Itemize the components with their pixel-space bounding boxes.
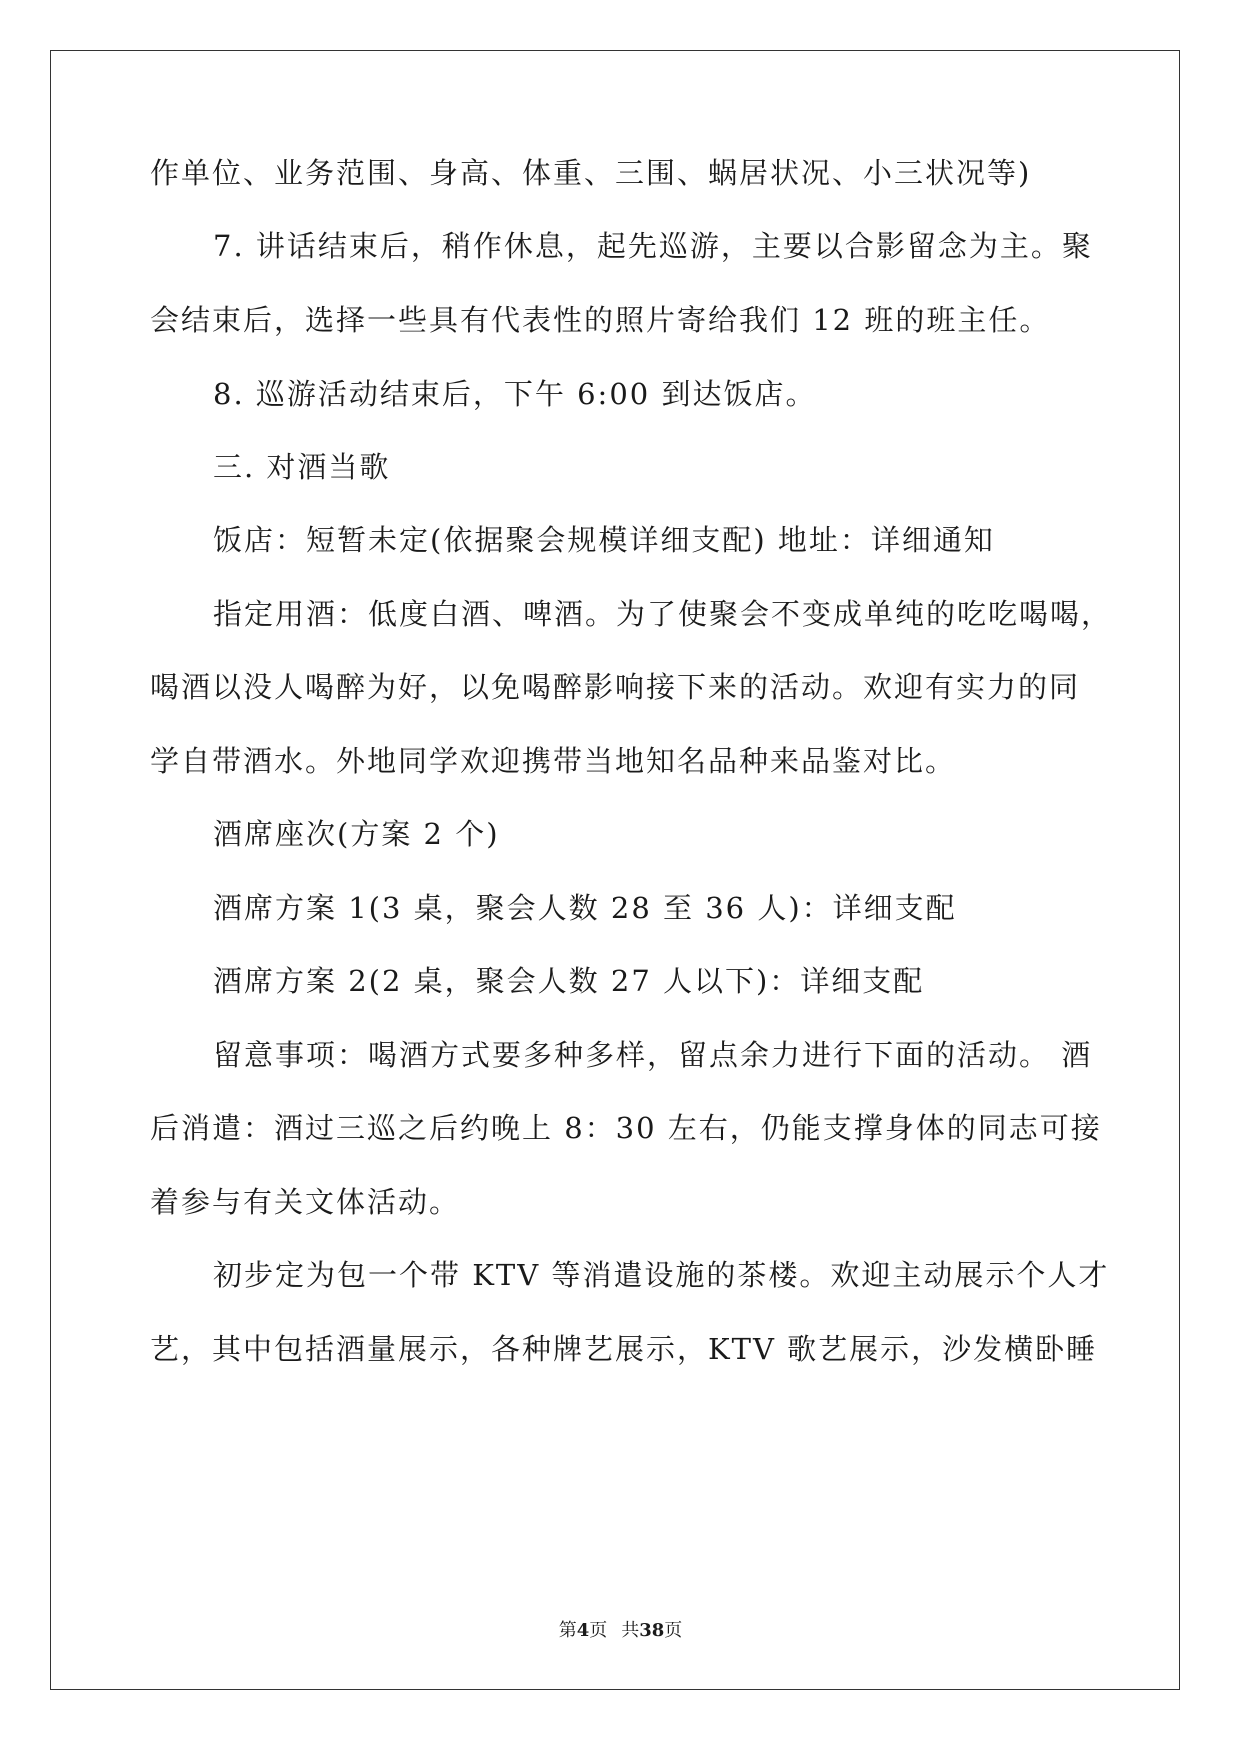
body-line-10: 酒席座次(方案 2 个) (213, 817, 500, 851)
footer-page-suffix: 页 (589, 1620, 608, 1641)
section-heading: 三. 对酒当歌 (213, 450, 391, 484)
footer-page-prefix: 第 (558, 1620, 577, 1641)
page-footer (0, 1620, 1241, 1642)
body-line-6: 饭店：短暂未定(依据聚会规模详细支配) 地址：详细通知 (213, 523, 995, 557)
body-line-4: 8. 巡游活动结束后，下午 6:00 到达饭店。 (213, 377, 817, 411)
body-line-17: 艺，其中包括酒量展示，各种牌艺展示，KTV 歌艺展示，沙发横卧睡 (150, 1332, 1098, 1366)
body-line-2: 7. 讲话结束后，稍作休息，起先巡游，主要以合影留念为主。聚 (213, 229, 1093, 263)
body-line-1: 作单位、业务范围、身高、体重、三围、蜗居状况、小三状况等) (150, 156, 1032, 190)
body-line-13: 留意事项：喝酒方式要多种多样，留点余力进行下面的活动。 酒 (213, 1038, 1093, 1072)
body-line-15: 着参与有关文体活动。 (150, 1185, 461, 1219)
body-line-14: 后消遣：酒过三巡之后约晚上 8：30 左右，仍能支撑身体的同志可接 (150, 1111, 1102, 1145)
body-line-12: 酒席方案 2(2 桌，聚会人数 27 人以下)：详细支配 (213, 964, 925, 998)
body-line-11: 酒席方案 1(3 桌，聚会人数 28 至 36 人)：详细支配 (213, 891, 957, 925)
body-line-8: 喝酒以没人喝醉为好，以免喝醉影响接下来的活动。欢迎有实力的同 (150, 670, 1081, 704)
body-line-7: 指定用酒：低度白酒、啤酒。为了使聚会不变成单纯的吃吃喝喝， (213, 597, 1113, 631)
footer-total-prefix: 共 (621, 1620, 640, 1641)
body-line-3: 会结束后，选择一些具有代表性的照片寄给我们 12 班的班主任。 (150, 303, 1051, 337)
footer-page-number: 4 (576, 1620, 590, 1641)
body-line-16: 初步定为包一个带 KTV 等消遣设施的茶楼。欢迎主动展示个人才 (213, 1258, 1110, 1292)
body-line-9: 学自带酒水。外地同学欢迎携带当地知名品种来品鉴对比。 (150, 744, 957, 778)
footer-total-suffix: 页 (664, 1620, 683, 1641)
page-border (50, 50, 1180, 1690)
footer-total-number: 38 (639, 1620, 665, 1641)
